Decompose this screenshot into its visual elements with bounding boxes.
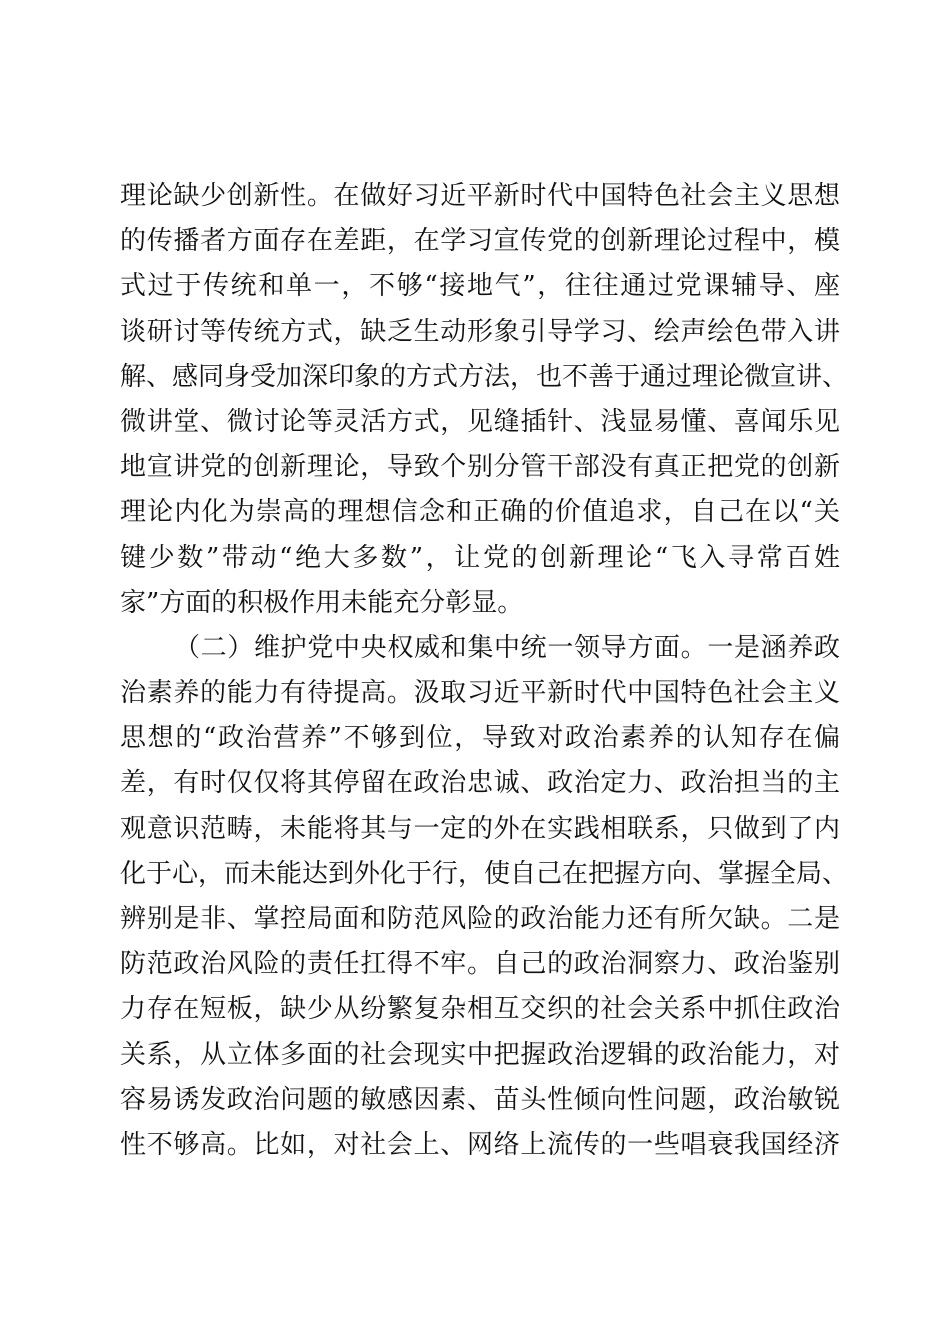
paragraph-line: （二）维护党中央权威和集中统一领导方面。一是涵养政 xyxy=(174,632,840,663)
paragraph-line: 家”方面的积极作用未能充分彰显。 xyxy=(120,587,524,618)
paragraph-line: 谈研讨等传统方式，缺乏生动形象引导学习、绘声绘色带入讲 xyxy=(120,316,840,347)
paragraph-line: 地宣讲党的创新理论，导致个别分管干部没有真正把党的创新 xyxy=(120,452,840,483)
paragraph-line: 差，有时仅仅将其停留在政治忠诚、政治定力、政治担当的主 xyxy=(120,768,840,799)
paragraph-line: 理论内化为崇高的理想信念和正确的价值追求，自己在以“关 xyxy=(120,497,840,528)
paragraph-2 xyxy=(120,626,849,1168)
paragraph-line: 键少数”带动“绝大多数”，让党的创新理论“飞入寻常百姓 xyxy=(120,542,840,573)
paragraph-line: 容易诱发政治问题的敏感因素、苗头性倾向性问题，政治敏锐 xyxy=(120,1084,840,1115)
paragraph-line: 化于心，而未能达到外化于行，使自己在把握方向、掌握全局、 xyxy=(120,858,849,889)
paragraph-line: 辨别是非、掌控局面和防范风险的政治能力还有所欠缺。二是 xyxy=(120,904,840,934)
paragraph-line: 性不够高。比如，对社会上、网络上流传的一些唱衰我国经济 xyxy=(120,1129,840,1160)
paragraph-line: 式过于传统和单一，不够“接地气”，往往通过党课辅导、座 xyxy=(120,271,840,302)
paragraph-line: 解、感同身受加深印象的方式方法，也不善于通过理论微宣讲、 xyxy=(120,361,849,392)
paragraph-line: 观意识范畴，未能将其与一定的外在实践相联系，只做到了内 xyxy=(120,813,840,844)
document-body xyxy=(120,174,849,1168)
paragraph-line: 治素养的能力有待提高。汲取习近平新时代中国特色社会主义 xyxy=(120,678,840,709)
paragraph-line: 关系，从立体多面的社会现实中把握政治逻辑的政治能力，对 xyxy=(120,1039,840,1070)
paragraph-line: 防范政治风险的责任扛得不牢。自己的政治洞察力、政治鉴别 xyxy=(120,949,840,980)
paragraph-line: 的传播者方面存在差距，在学习宣传党的创新理论过程中，模 xyxy=(120,226,840,257)
paragraph-line: 力存在短板，缺少从纷繁复杂相互交织的社会关系中抓住政治 xyxy=(120,994,840,1025)
paragraph-line: 微讲堂、微讨论等灵活方式，见缝插针、浅显易懂、喜闻乐见 xyxy=(120,406,840,437)
paragraph-1 xyxy=(120,174,849,626)
paragraph-line: 理论缺少创新性。在做好习近平新时代中国特色社会主义思想 xyxy=(120,181,840,211)
paragraph-line: 思想的“政治营养”不够到位，导致对政治素养的认知存在偏 xyxy=(120,723,840,754)
